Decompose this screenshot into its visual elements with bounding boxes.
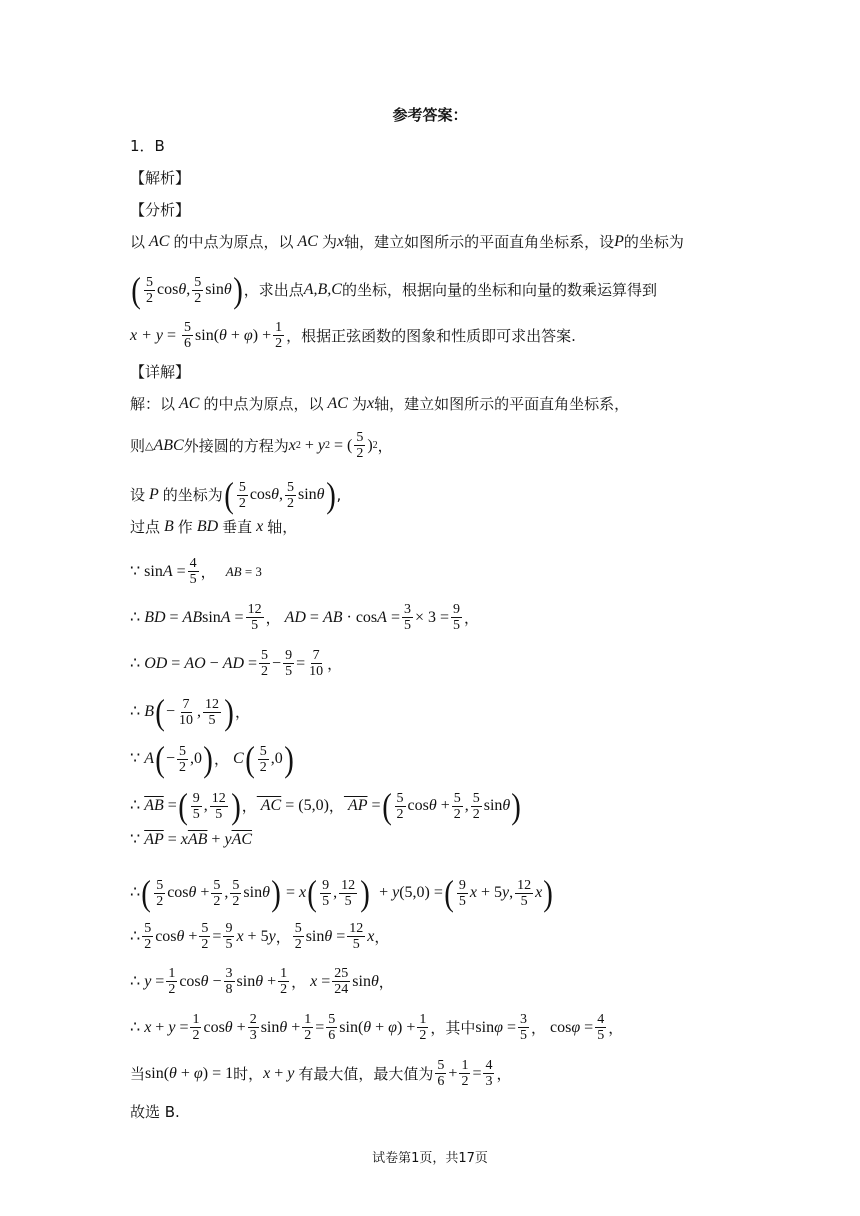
analysis-line-3: x + y = $\frac{5}{6}$ sin(θ + φ) + $\frac{1}{2}$ ，根据正弦函数的图象和性质即可求出答案. [130,320,576,351]
page-title: 参考答案： [392,106,468,124]
detail-line-7: ∴ OD = AO − AD = $\frac{5}{2}$ − $\frac{9}{5}$ = $\frac{7}{10}$ ， [130,648,343,679]
detail-line-6: ∴ BD = ABsinA = $\frac{12}{5}$ ， AD = AB · cosA = $\frac{3}{5}$ × 3 = $\frac{9}{5}$ ， [130,602,480,633]
detail-line-4: 过点 B 作 BD 垂直 x 轴， [130,518,298,536]
detail-line-10: ∴ $\overline{AB}$ = ( $\frac{9}{5}$ , $\frac{12}{5}$ ) ， AC = (5,0) ， AP = ( $\frac{5}{2}$ cosθ + $\frac{5}{2}$ , $\frac{5}{2}$ sinθ ) [130,786,522,826]
detail-line-14: ∴ y = $\frac{1}{2}$ cosθ − $\frac{3}{8}$ sinθ + $\frac{1}{2}$ ， x = $\frac{25}{24}$ sinθ ， [130,966,394,997]
analysis-line-2: ( $\frac{5}{2}$ cosθ, $\frac{5}{2}$ sinθ ) ，求出点 A,B,C 的坐标，根据向量的坐标和向量的数乘运算得到 [131,270,657,310]
analysis-line-1: 以 AC 的中点为原点，以 AC 为 x 轴，建立如图所示的平面直角坐标系，设 P 的坐标为 [130,233,684,251]
detail-line-9: ∵ A ( − $\frac{5}{2}$ ,0 ) ， C ( $\frac{5}{2}$ ,0 ) [130,739,294,779]
detail-line-8: ∴ B ( − $\frac{7}{10}$ , $\frac{12}{5}$ ) ， [130,692,251,732]
detail-line-5: ∵ sinA = $\frac{4}{5}$ ， AB = 3 [130,556,262,587]
detail-line-1: 解：以 AC 的中点为原点，以 AC 为 x 轴，建立如图所示的平面直角坐标系， [130,395,630,413]
detail-line-15: ∴ x + y = $\frac{1}{2}$ cosθ + $\frac{2}{3}$ sinθ + $\frac{1}{2}$ = $\frac{5}{6}$ sin(θ + φ) + $\frac{1}{2}$ ，其中 sinφ = $\frac{3}{5}$ ， cosφ = $\frac{4}{5}$ ， [130,1012,624,1043]
detail-line-12: ∴ ( $\frac{5}{2}$ cosθ + $\frac{5}{2}$ , $\frac{5}{2}$ sinθ ) = x ( $\frac{9}{5}$ , $\frac{12}{5}$ ) + y(5,0) = ( $\frac{9}{5}$ x + 5y, $\frac{12}{5}$ x ) [130,873,554,913]
answer-1: 1．B [130,137,165,155]
section-xiangjie: 【详解】 [130,363,191,381]
detail-line-13: ∴ $\frac{5}{2}$ cosθ + $\frac{5}{2}$ = $\frac{9}{5}$ x + 5y ， $\frac{5}{2}$ sinθ = $\frac{12}{5}$ x ， [130,921,390,952]
page-footer: 试卷第1页，共17页 [372,1151,488,1166]
detail-line-11: ∵ $\overline{AP}$ = x $\overline{AB}$ + y $\overline{AC}$ [130,831,253,848]
section-fenxi: 【分析】 [130,201,191,219]
detail-line-16: 当 sin(θ + φ) = 1 时， x + y 有最大值，最大值为 $\frac{5}{6}$ + $\frac{1}{2}$ = $\frac{4}{3}$ ， [130,1058,512,1089]
detail-line-2: 则 △ ABC 外接圆的方程为 x 2 + y 2 = ( $\frac{5}{2}$ ) 2 ， [130,430,393,461]
final-answer: 故选 B. [130,1103,180,1121]
detail-line-3: 设 P 的坐标为 ( $\frac{5}{2}$ cosθ, $\frac{5}{2}$ sinθ ) , [130,475,342,515]
section-jiexi: 【解析】 [130,169,191,187]
